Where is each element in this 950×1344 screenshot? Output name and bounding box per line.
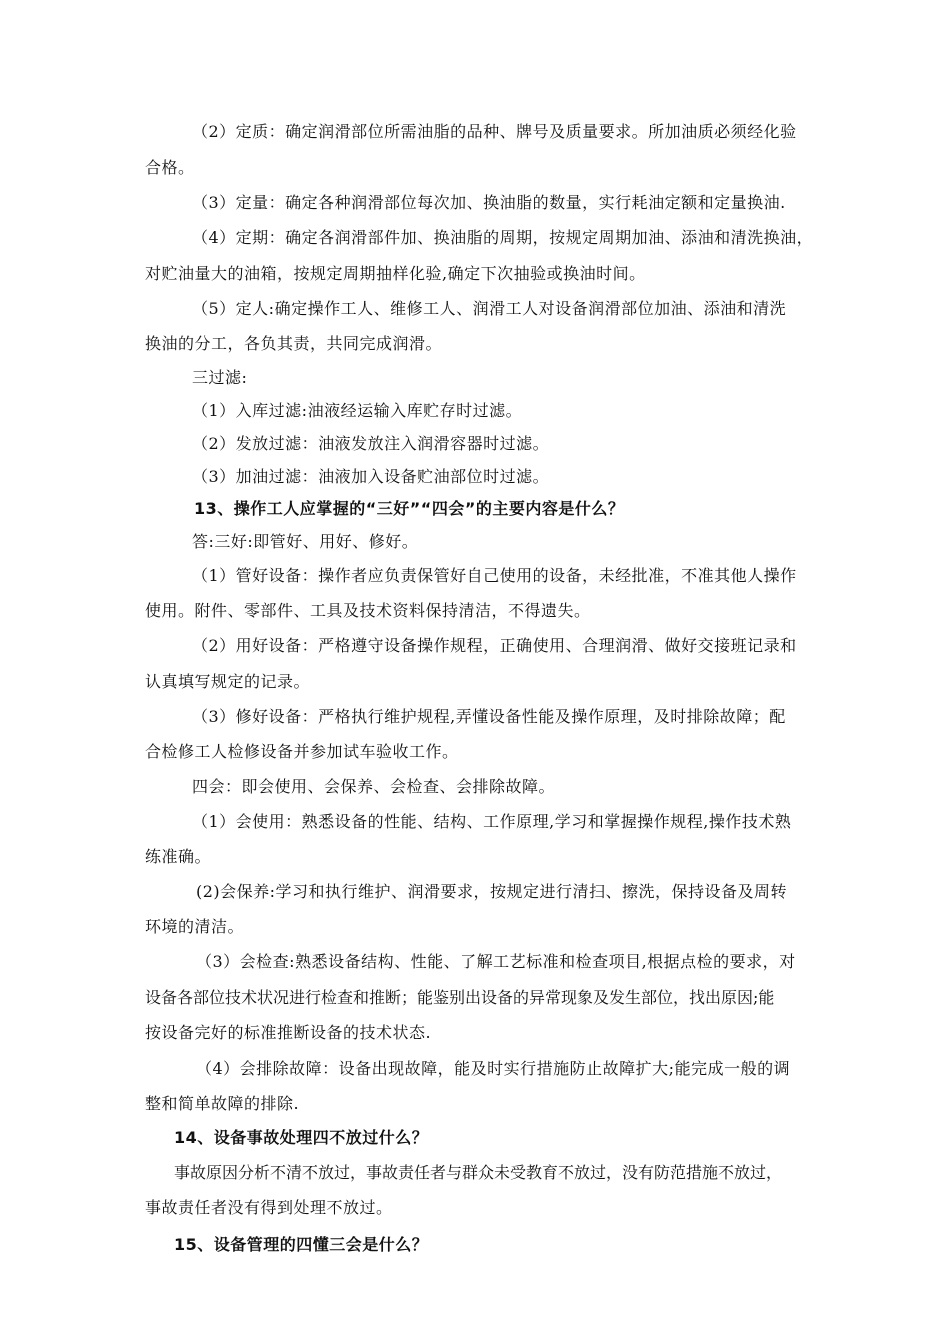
paragraph-line: （5）定人:确定操作工人、维修工人、润滑工人对设备润滑部位加油、添油和清洗 [192, 299, 787, 318]
paragraph-line: 整和简单故障的排除. [145, 1094, 300, 1113]
paragraph-line: 三过滤: [192, 368, 248, 387]
paragraph-line: （1）管好设备：操作者应负责保管好自己使用的设备，未经批准，不准其他人操作 [192, 566, 797, 585]
paragraph-line: 认真填写规定的记录。 [145, 672, 311, 691]
question-heading: 14、设备事故处理四不放过什么？ [174, 1128, 429, 1147]
paragraph-line: 换油的分工，各负其责，共同完成润滑。 [145, 334, 443, 353]
paragraph-line: （3）会检查:熟悉设备结构、性能、了解工艺标准和检查项目,根据点检的要求，对 [196, 952, 796, 971]
paragraph-line: 按设备完好的标准推断设备的技术状态. [145, 1023, 432, 1042]
paragraph-line: （1）入库过滤:油液经运输入库贮存时过滤。 [192, 401, 523, 420]
paragraph-line: （2）定质：确定润滑部位所需油脂的品种、牌号及质量要求。所加油质必须经化验 [192, 122, 797, 141]
paragraph-line: （4）会排除故障：设备出现故障，能及时实行措施防止故障扩大;能完成一般的调 [196, 1059, 791, 1078]
paragraph-line: （3）修好设备：严格执行维护规程,弄懂设备性能及操作原理，及时排除故障；配 [192, 707, 786, 726]
paragraph-line: （4）定期：确定各润滑部件加、换油脂的周期，按规定周期加油、添油和清洗换油， [192, 228, 814, 247]
paragraph-line: 环境的清洁。 [145, 917, 245, 936]
paragraph-line: 对贮油量大的油箱，按规定周期抽样化验,确定下次抽验或换油时间。 [145, 264, 646, 283]
paragraph-line: （1）会使用：熟悉设备的性能、结构、工作原理,学习和掌握操作规程,操作技术熟 [192, 812, 792, 831]
paragraph-line: 四会：即会使用、会保养、会检查、会排除故障。 [192, 777, 556, 796]
paragraph-line: 练准确。 [145, 847, 212, 866]
paragraph-line: （2）用好设备：严格遵守设备操作规程，正确使用、合理润滑、做好交接班记录和 [192, 636, 797, 655]
paragraph-line: 合格。 [145, 158, 195, 177]
paragraph-line: （3）加油过滤：油液加入设备贮油部位时过滤。 [192, 467, 550, 486]
paragraph-line: （2）发放过滤：油液发放注入润滑容器时过滤。 [192, 434, 550, 453]
question-heading: 15、设备管理的四懂三会是什么？ [174, 1235, 429, 1254]
paragraph-line: 事故原因分析不清不放过，事故责任者与群众未受教育不放过，没有防范措施不放过， [174, 1163, 783, 1182]
paragraph-line: 事故责任者没有得到处理不放过。 [145, 1198, 393, 1217]
paragraph-line: 合检修工人检修设备并参加试车验收工作。 [145, 742, 459, 761]
paragraph-line: （3）定量：确定各种润滑部位每次加、换油脂的数量，实行耗油定额和定量换油. [192, 193, 786, 212]
paragraph-line: 使用。附件、零部件、工具及技术资料保持清洁，不得遗失。 [145, 601, 591, 620]
paragraph-line: 设备各部位技术状况进行检查和推断；能鉴别出设备的异常现象及发生部位，找出原因;能 [145, 988, 775, 1007]
paragraph-line: 答:三好:即管好、用好、修好。 [192, 532, 419, 551]
paragraph-line: (2)会保养:学习和执行维护、润滑要求，按规定进行清扫、擦洗，保持设备及周转 [196, 882, 788, 901]
question-heading: 13、操作工人应掌握的“三好”“四会”的主要内容是什么？ [194, 499, 625, 518]
